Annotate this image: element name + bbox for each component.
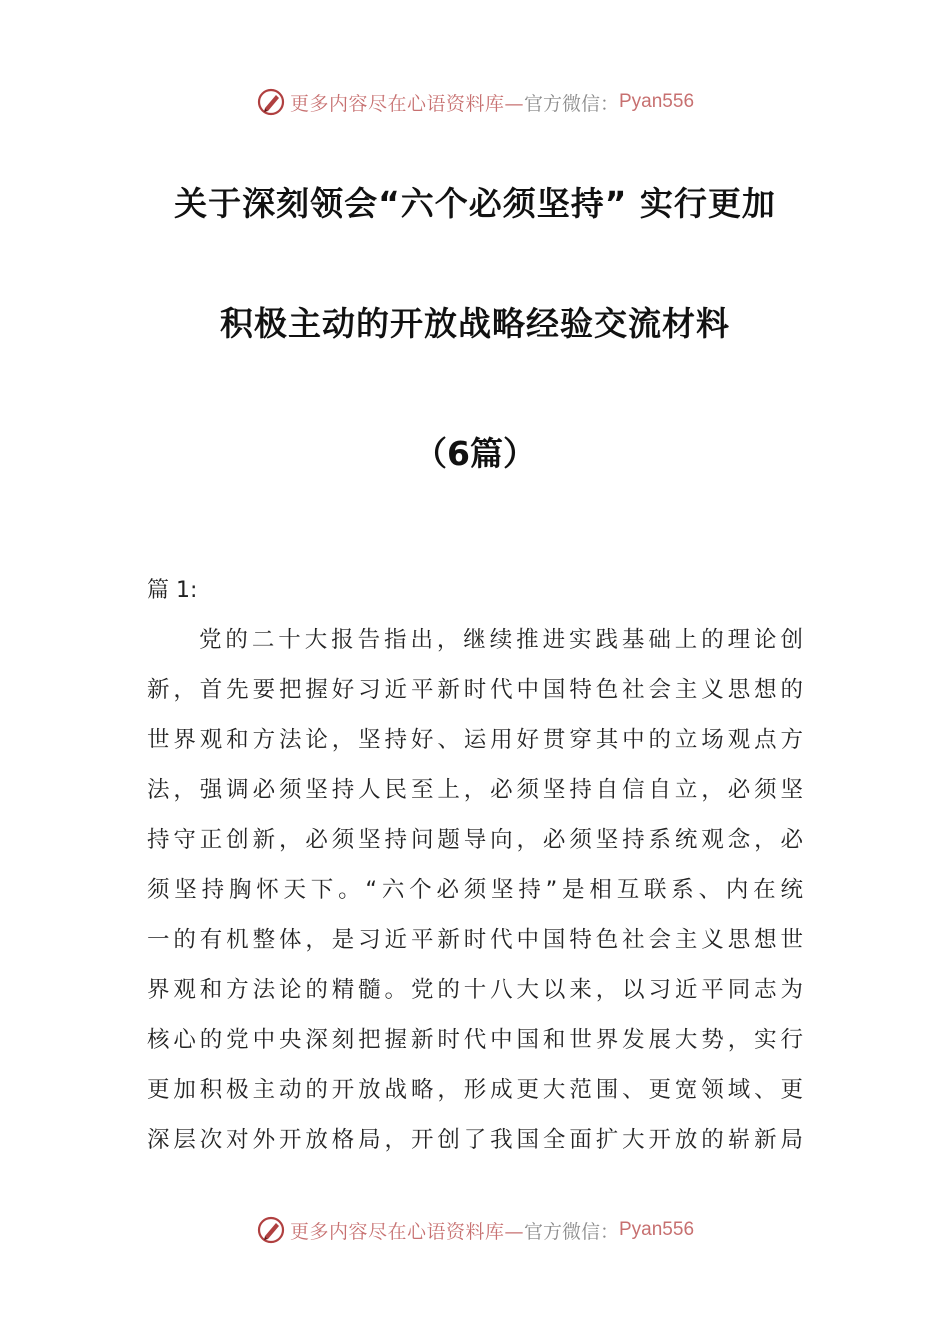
header-watermark — [0, 82, 950, 122]
paragraph-line: 一的有机整体，是习近平新时代中国特色社会主义思想世 — [147, 927, 803, 953]
watermark-wechat-label: 官方微信： — [523, 1220, 619, 1243]
paragraph-line: 党的二十大报告指出，继续推进实践基础上的理论创 — [199, 627, 803, 653]
paragraph-line: 界观和方法论的精髓。党的十八大以来，以习近平同志为 — [147, 977, 803, 1003]
paragraph-line: 深层次对外开放格局，开创了我国全面扩大开放的崭新局 — [147, 1127, 803, 1153]
document-title-line-2: 积极主动的开放战略经验交流材料 — [220, 304, 730, 343]
paragraph-line: 法，强调必须坚持人民至上，必须坚持自信自立，必须坚 — [147, 777, 803, 803]
watermark-wechat-id: Pyan556 — [619, 1219, 695, 1240]
footer-watermark — [0, 1210, 950, 1250]
watermark-wechat-id: Pyan556 — [619, 91, 695, 112]
pen-logo-icon — [256, 87, 286, 117]
watermark-text: 更多内容尽在心语资料库— — [289, 92, 524, 115]
pen-logo-icon — [256, 1215, 286, 1245]
document-title-line-1: 关于深刻领会“六个必须坚持” 实行更加 — [174, 184, 776, 223]
document-title-count: （6篇） — [414, 434, 536, 473]
watermark-wechat-label: 官方微信： — [523, 92, 619, 115]
paragraph-line: 持守正创新，必须坚持问题导向，必须坚持系统观念，必 — [147, 827, 803, 853]
paragraph-line: 核心的党中央深刻把握新时代中国和世界发展大势，实行 — [147, 1027, 803, 1053]
watermark-text: 更多内容尽在心语资料库— — [289, 1220, 524, 1243]
paragraph-line: 更加积极主动的开放战略，形成更大范围、更宽领域、更 — [147, 1077, 803, 1103]
section-label: 篇 1: — [147, 578, 198, 603]
paragraph-line: 世界观和方法论，坚持好、运用好贯穿其中的立场观点方 — [147, 727, 803, 753]
paragraph-line: 新，首先要把握好习近平新时代中国特色社会主义思想的 — [147, 677, 803, 703]
paragraph-line: 须坚持胸怀天下。“六个必须坚持”是相互联系、内在统 — [147, 877, 803, 903]
